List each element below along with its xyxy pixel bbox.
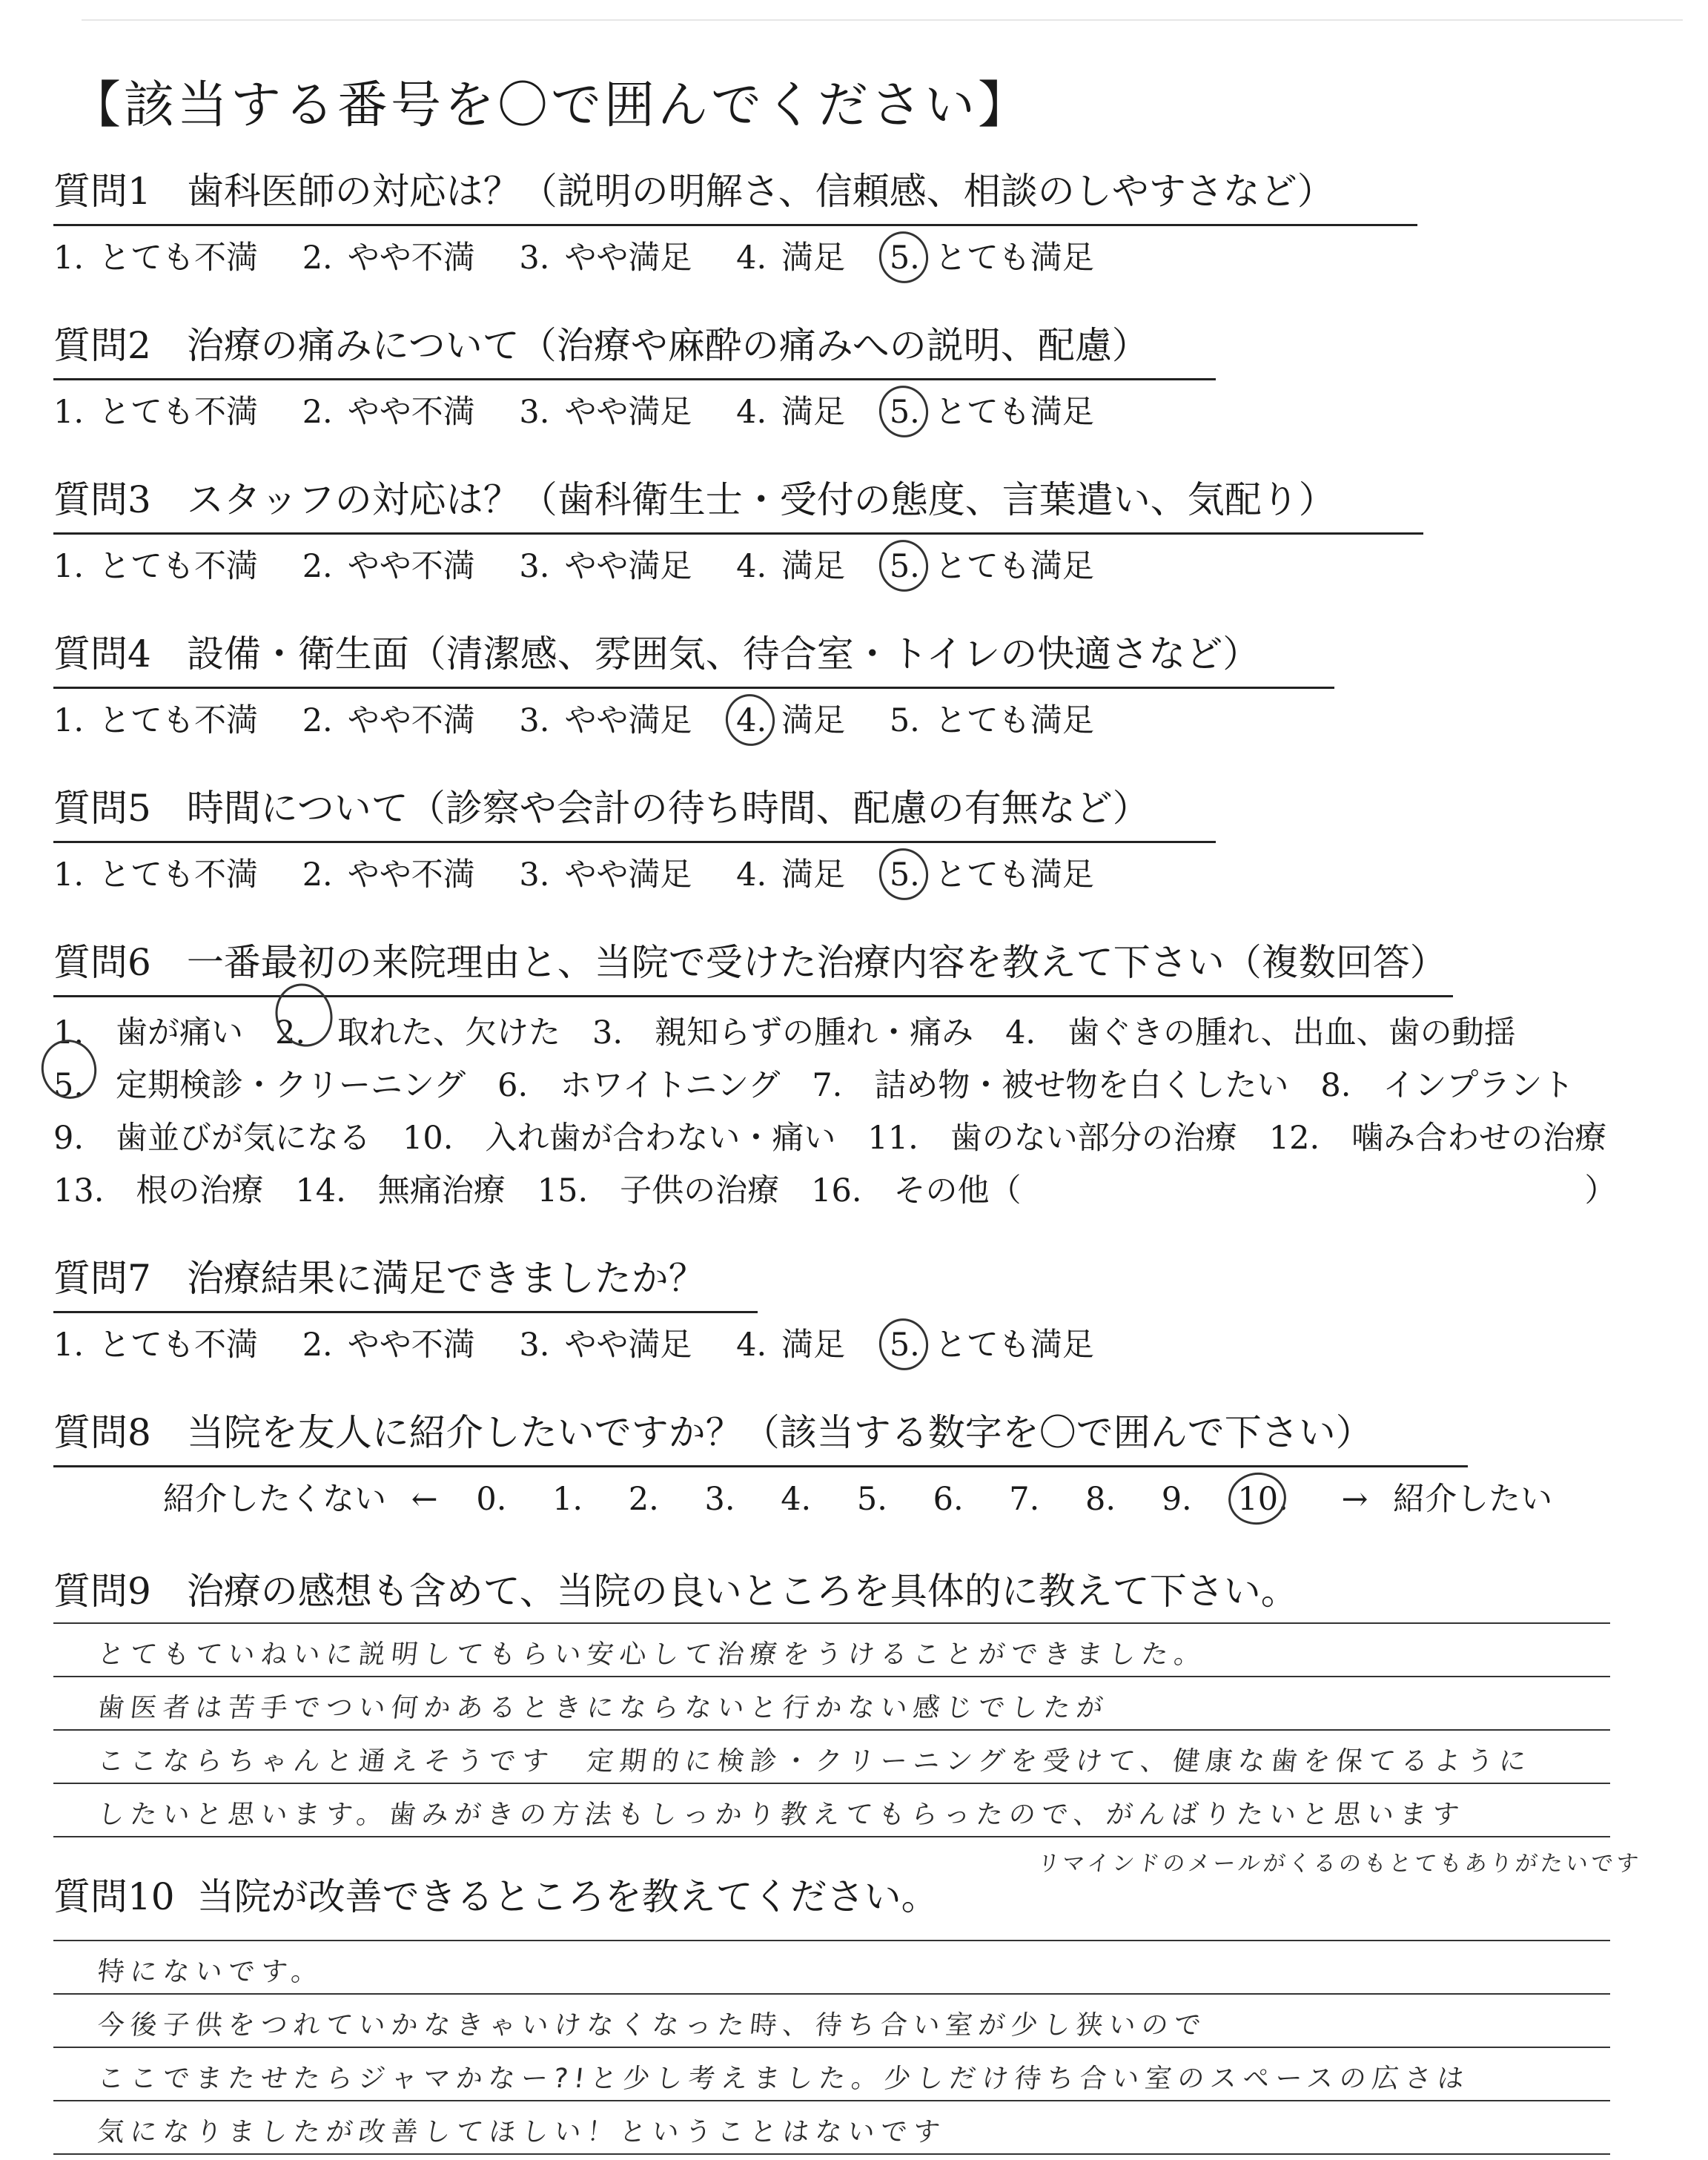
- selected-option: [890, 1323, 1094, 1367]
- scale-option[interactable]: 0.: [476, 1481, 507, 1518]
- option-number[interactable]: 1.: [53, 1327, 85, 1364]
- option-label: 満足: [781, 702, 846, 739]
- option-label: とても不満: [99, 702, 259, 739]
- option-label: 満足: [781, 856, 846, 894]
- answer-line[interactable]: [53, 1941, 1610, 1995]
- q10-answer-area[interactable]: [53, 1938, 1610, 2155]
- selected-option: [890, 853, 1094, 897]
- scale-option[interactable]: 7.: [1009, 1481, 1040, 1518]
- scale-option[interactable]: 3.: [704, 1481, 735, 1518]
- question-text: 治療の感想も含めて、当院の良いところを具体的に教えて下さい。: [186, 1570, 1298, 1613]
- underline: [53, 378, 1216, 380]
- option-label: とても満足: [934, 394, 1094, 431]
- answer-line[interactable]: [53, 1784, 1610, 1837]
- option-number[interactable]: 3.: [519, 856, 550, 894]
- option-number[interactable]: 2.: [302, 548, 333, 585]
- option-label: やや不満: [347, 856, 475, 894]
- handwriting: 特にないです。: [96, 1957, 325, 1987]
- question-number: 質問1: [53, 170, 151, 213]
- scale-option[interactable]: 2.: [628, 1481, 659, 1518]
- question-2: [53, 319, 1669, 467]
- question-6: [53, 936, 1669, 1218]
- option-number[interactable]: 4.: [736, 548, 767, 585]
- option-label: 満足: [781, 548, 846, 585]
- option-number[interactable]: 4.: [736, 698, 767, 743]
- option-number[interactable]: 5.: [890, 1323, 920, 1367]
- option-label: 満足: [781, 394, 846, 431]
- underline: [53, 841, 1216, 843]
- scale-option[interactable]: 9.: [1161, 1481, 1192, 1518]
- option-number[interactable]: 1.: [53, 394, 85, 431]
- handwriting: ここでまたせたらジャマかなー?!と少し考えました。少しだけ待ち合い室のスペースの広さは: [96, 2064, 1472, 2094]
- option-label: とても満足: [934, 240, 1094, 277]
- question-number: 質問8: [53, 1411, 151, 1454]
- question-text: 治療の痛みについて（治療や麻酔の痛みへの説明、配慮）: [186, 324, 1149, 367]
- answer-line[interactable]: [53, 2101, 1610, 2155]
- option-number[interactable]: 1.: [53, 856, 85, 894]
- scale-option[interactable]: 1.: [552, 1481, 583, 1518]
- handwriting: したいと思います。歯みがきの方法もしっかり教えてもらったので、がんばりたいと思います: [96, 1800, 1467, 1830]
- option-label: 満足: [781, 240, 846, 277]
- question-text: 一番最初の来院理由と、当院で受けた治療内容を教えて下さい（複数回答）: [186, 941, 1447, 984]
- option-number[interactable]: 1.: [53, 548, 85, 585]
- option-number[interactable]: 3.: [519, 702, 550, 739]
- option-row[interactable]: 1. 歯が痛い 2. 取れた、欠けた 3. 親知らずの腫れ・痛み 4. 歯ぐきの腫れ、出血、歯の動揺: [53, 1014, 1516, 1051]
- arrow-left-icon: ←: [411, 1481, 438, 1518]
- scan-edge: [82, 19, 1683, 21]
- option-label: やや満足: [564, 702, 692, 739]
- question-text: 歯科医師の対応は？（説明の明解さ、信頼感、相談のしやすさなど）: [186, 170, 1334, 213]
- q9-answer-area[interactable]: [53, 1621, 1610, 1837]
- option-row[interactable]: 5. 定期検診・クリーニング 6. ホワイトニング 7. 詰め物・被せ物を白くしたい 8. インプラント: [53, 1067, 1575, 1104]
- option-label: とても不満: [99, 548, 259, 585]
- question-4: [53, 627, 1669, 776]
- other-close-paren: ）: [1584, 1172, 1617, 1209]
- options: [53, 1323, 1128, 1367]
- options: [53, 390, 1128, 435]
- options: [53, 544, 1128, 589]
- answer-line[interactable]: [53, 1677, 1610, 1731]
- option-label: やや不満: [347, 1327, 475, 1364]
- scale-option[interactable]: 8.: [1085, 1481, 1116, 1518]
- scale-option[interactable]: 6.: [933, 1481, 964, 1518]
- option-label: やや満足: [564, 856, 692, 894]
- question-text: 時間について（診察や会計の待ち時間、配慮の有無など）: [186, 787, 1150, 830]
- option-number[interactable]: 5.: [890, 236, 920, 280]
- option-label: とても満足: [934, 548, 1094, 585]
- option-row[interactable]: [53, 1165, 1617, 1218]
- option-label: とても満足: [934, 702, 1094, 739]
- recommend-scale: [163, 1477, 1567, 1522]
- option-row[interactable]: 9. 歯並びが気になる 10. 入れ歯が合わない・痛い 11. 歯のない部分の治療 12. 噛み合わせの治療: [53, 1120, 1607, 1157]
- scale-left-label: 紹介したくない: [163, 1481, 386, 1518]
- option-label: とても不満: [99, 1327, 259, 1364]
- selected-scale-option[interactable]: 10.: [1237, 1477, 1288, 1522]
- option-label: とても不満: [99, 240, 259, 277]
- option-number[interactable]: 5.: [890, 544, 920, 589]
- option-row-text: 13. 根の治療 14. 無痛治療 15. 子供の治療 16. その他（: [53, 1172, 1022, 1209]
- question-10: [53, 1870, 1669, 1937]
- question-5: [53, 782, 1669, 930]
- option-label: やや不満: [347, 548, 475, 585]
- form-title: 【該当する番号を〇で囲んでください】: [70, 76, 1032, 135]
- handwriting: ここならちゃんと通えそうです 定期的に検診・クリーニングを受けて、健康な歯を保てるように: [96, 1746, 1534, 1777]
- question-number: 質問2: [53, 324, 151, 367]
- underline: [53, 995, 1453, 997]
- option-label: やや満足: [564, 394, 692, 431]
- selected-option: [890, 544, 1094, 589]
- underline: [53, 1465, 1468, 1467]
- handwriting-margin-note: リマインドのメールがくるのもとてもありがたいです: [1036, 1851, 1643, 1877]
- scale-option[interactable]: 4.: [781, 1481, 812, 1518]
- option-label: やや不満: [347, 702, 475, 739]
- option-label: やや満足: [564, 1327, 692, 1364]
- question-text: 当院を友人に紹介したいですか？（該当する数字を〇で囲んで下さい）: [186, 1411, 1373, 1454]
- question-text: 治療結果に満足できましたか？: [186, 1257, 706, 1300]
- option-label: やや不満: [347, 394, 475, 431]
- question-number: 質問4: [53, 633, 151, 676]
- answer-line[interactable]: [53, 1624, 1610, 1677]
- answer-line[interactable]: [53, 1731, 1610, 1784]
- option-number[interactable]: 2.: [302, 1327, 333, 1364]
- question-number: 質問9: [53, 1570, 151, 1613]
- option-number[interactable]: 2.: [302, 702, 333, 739]
- option-number[interactable]: 3.: [519, 394, 550, 431]
- option-number[interactable]: 5.: [889, 702, 920, 739]
- question-1: [53, 165, 1669, 313]
- option-label: とても満足: [934, 856, 1094, 894]
- option-number[interactable]: 3.: [519, 548, 550, 585]
- underline: [53, 687, 1334, 689]
- option-label: とても満足: [934, 1327, 1094, 1364]
- option-number[interactable]: 5.: [890, 853, 920, 897]
- answer-line[interactable]: [53, 1995, 1610, 2048]
- option-number[interactable]: 4.: [736, 240, 767, 277]
- question-number: 質問3: [53, 478, 151, 521]
- selected-option: [890, 236, 1094, 280]
- selected-option: [890, 390, 1094, 435]
- option-label: とても不満: [99, 394, 259, 431]
- option-number[interactable]: 2.: [302, 240, 333, 277]
- options: [53, 853, 1128, 897]
- arrow-right-icon: →: [1341, 1481, 1368, 1518]
- option-number[interactable]: 1.: [53, 702, 85, 739]
- option-number[interactable]: 3.: [519, 1327, 550, 1364]
- option-label: 満足: [781, 1327, 846, 1364]
- option-label: やや満足: [564, 240, 692, 277]
- question-text: スタッフの対応は？（歯科衛生士・受付の態度、言葉遣い、気配り）: [186, 478, 1336, 521]
- scale-right-label: 紹介したい: [1393, 1481, 1553, 1518]
- underline: [53, 224, 1417, 226]
- question-number: 質問5: [53, 787, 151, 830]
- option-number[interactable]: 5.: [890, 390, 920, 435]
- question-number: 質問6: [53, 941, 151, 984]
- question-text: 設備・衛生面（清潔感、雰囲気、待合室・トイレの快適さなど）: [186, 633, 1260, 676]
- option-label: やや満足: [564, 548, 692, 585]
- option-number[interactable]: 2.: [302, 856, 333, 894]
- question-3: [53, 473, 1669, 621]
- question-number: 質問10: [53, 1875, 175, 1918]
- handwriting: 気になりましたが改善してほしい！ということはないです: [96, 2117, 947, 2147]
- underline: [53, 1311, 758, 1313]
- handwriting: 歯医者は苦手でつい何かあるときにならないと行かない感じでしたが: [96, 1693, 1110, 1723]
- handwriting: とてもていねいに説明してもらい安心して治療をうけることができました。: [96, 1639, 1208, 1670]
- underline: [53, 532, 1423, 535]
- option-number[interactable]: 2.: [302, 394, 333, 431]
- question-8: [53, 1406, 1669, 1554]
- question-7: [53, 1252, 1669, 1400]
- option-number[interactable]: 4.: [736, 1327, 767, 1364]
- selected-option: [736, 698, 845, 743]
- option-number[interactable]: 3.: [519, 240, 550, 277]
- answer-line[interactable]: [53, 2048, 1610, 2101]
- option-number[interactable]: 1.: [53, 240, 85, 277]
- options: [53, 698, 1128, 743]
- option-label: とても不満: [99, 856, 259, 894]
- handwriting: 今後子供をつれていかなきゃいけなくなった時、待ち合い室が少し狭いので: [96, 2010, 1208, 2041]
- options: [53, 236, 1128, 280]
- scale-option[interactable]: 5.: [856, 1481, 887, 1518]
- question-number: 質問7: [53, 1257, 151, 1300]
- question-text: 当院が改善できるところを教えてください。: [196, 1875, 939, 1918]
- option-label: やや不満: [347, 240, 475, 277]
- option-number[interactable]: 4.: [736, 856, 767, 894]
- option-number[interactable]: 4.: [736, 394, 767, 431]
